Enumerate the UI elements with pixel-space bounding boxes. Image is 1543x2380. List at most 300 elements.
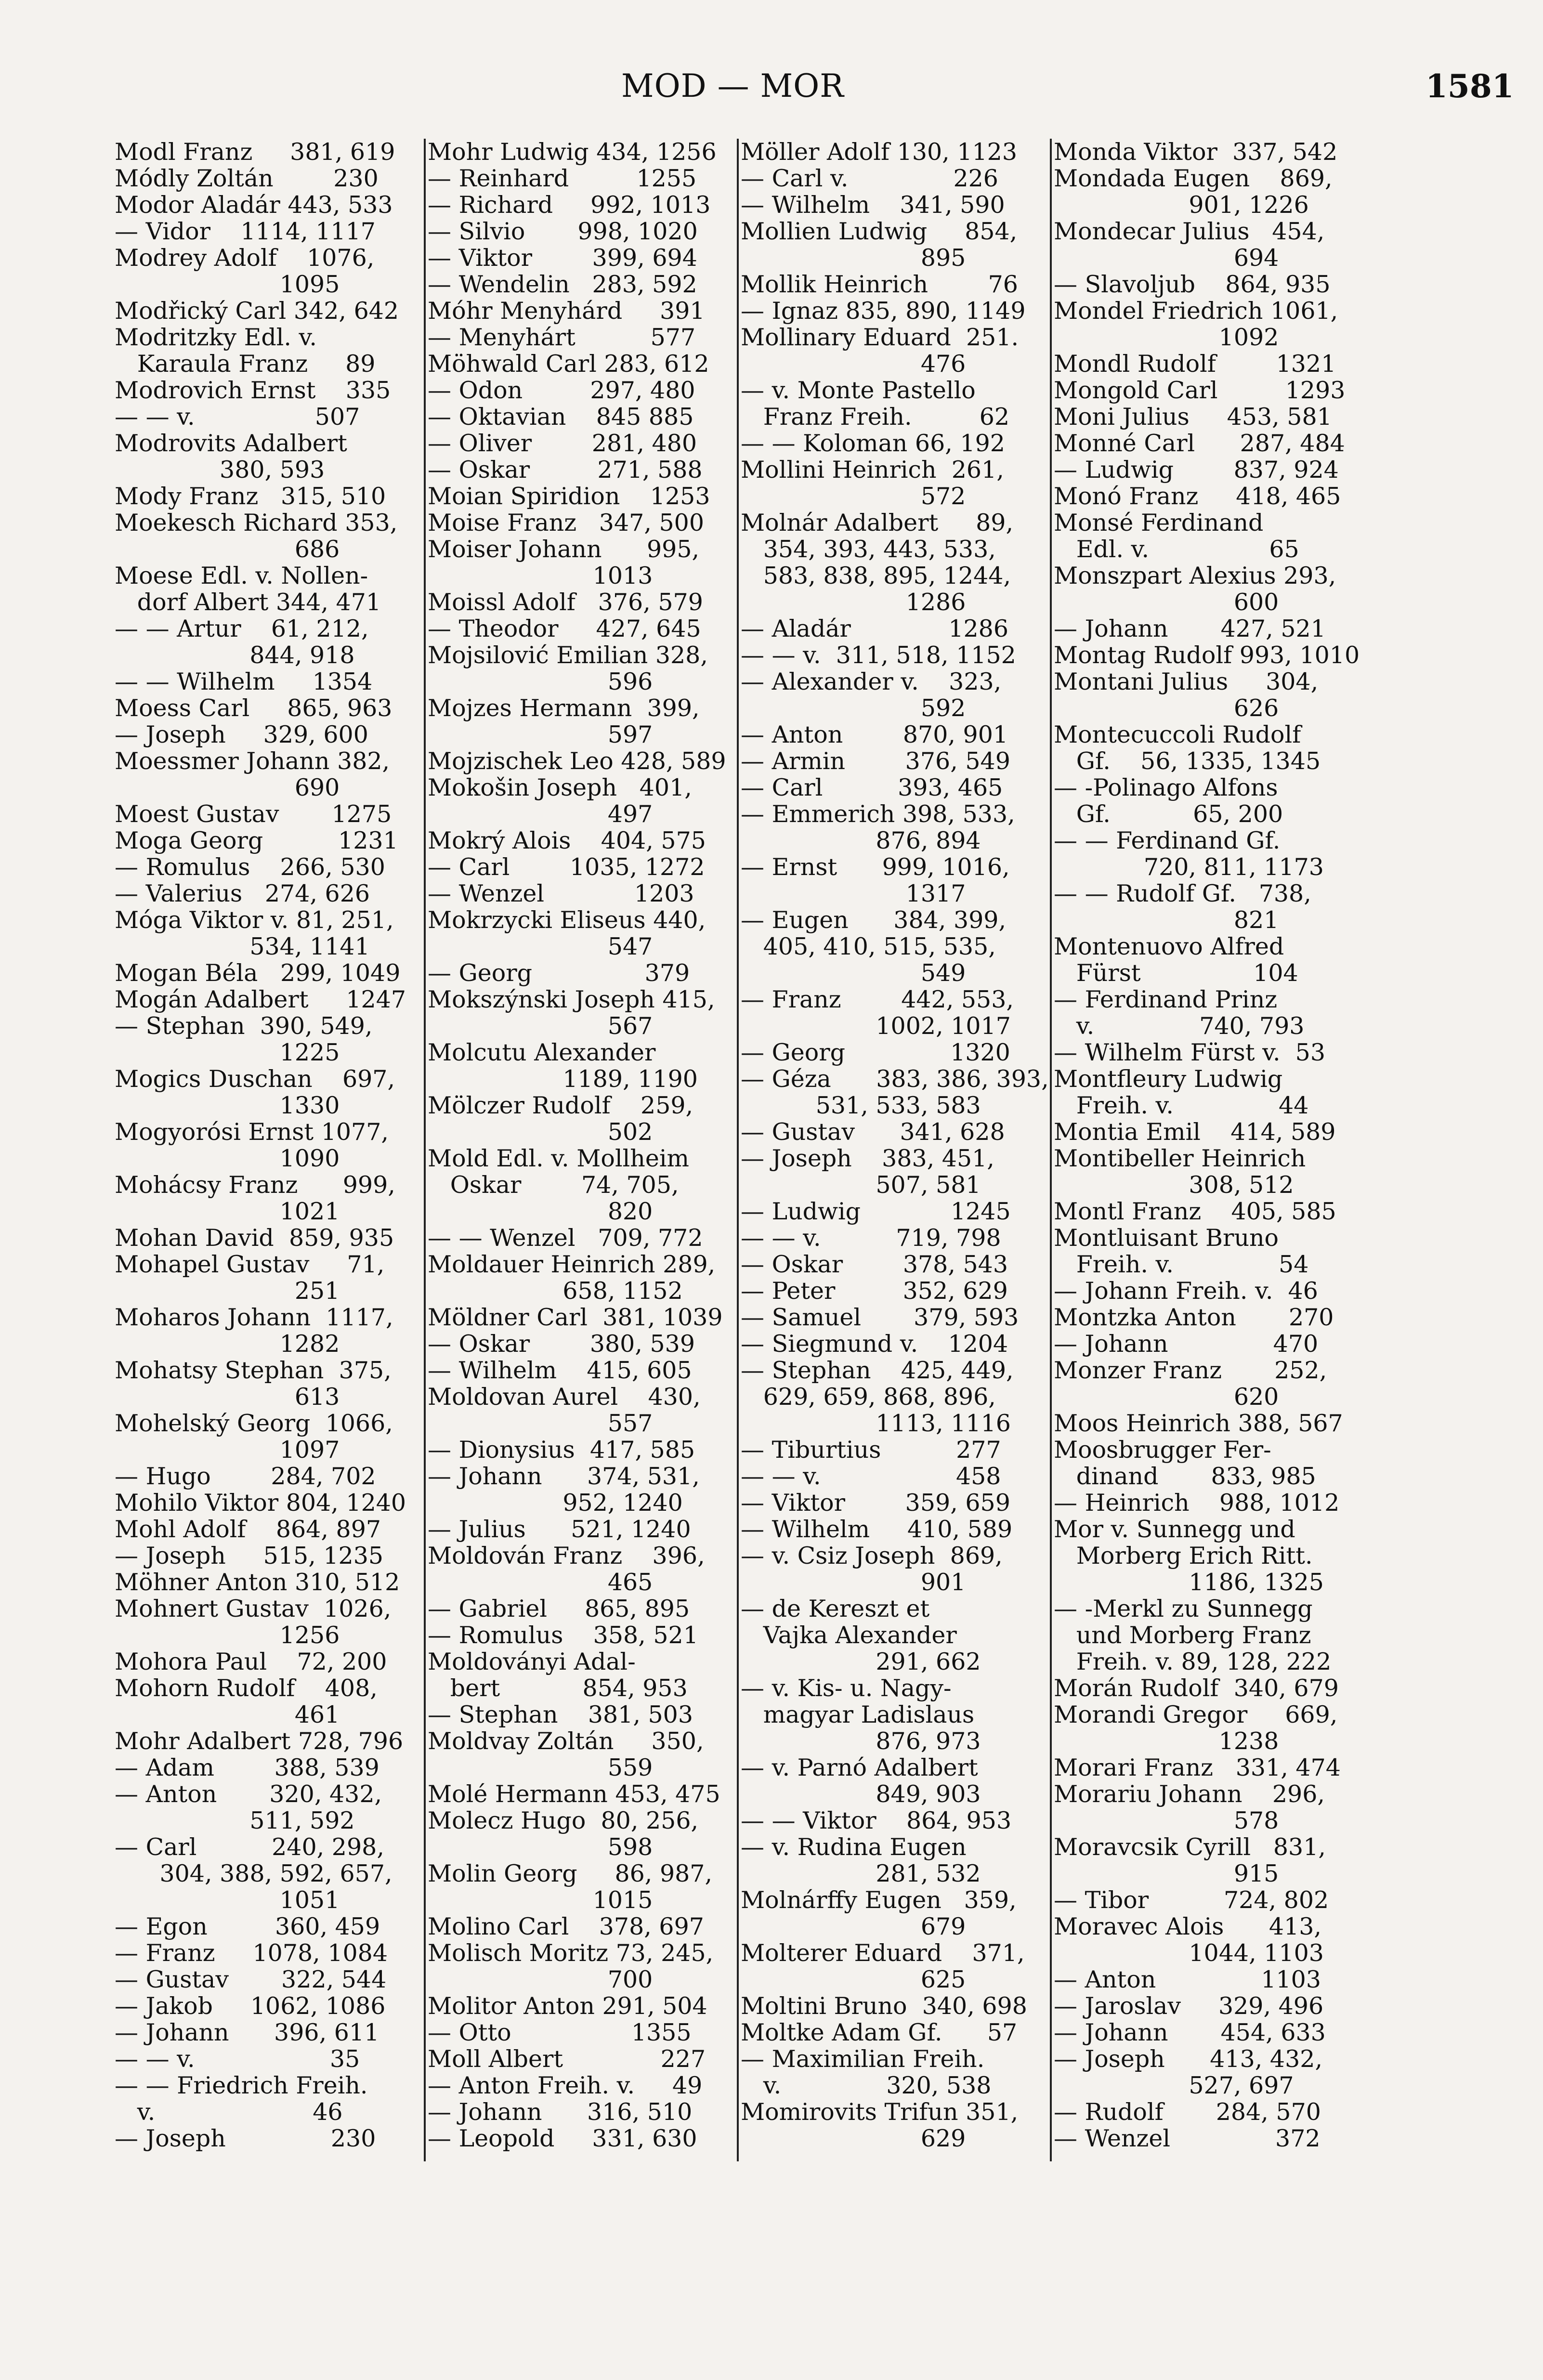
index-entry-line: Mohácsy Franz 999, — [115, 1171, 395, 1199]
index-entry-line: — Gustav 322, 544 — [115, 1966, 387, 1993]
index-entry-line: Móga Viktor v. 81, 251, — [115, 906, 394, 934]
index-entry-line: Moravcsik Cyrill 831, — [1054, 1833, 1326, 1861]
index-entry-line: 844, 918 — [115, 641, 355, 669]
index-entry-line: Morariu Johann 296, — [1054, 1780, 1325, 1808]
index-entry-line: Mogyorósi Ernst 1077, — [115, 1118, 389, 1146]
index-entry-line: — Valerius 274, 626 — [115, 880, 370, 907]
index-entry-line: v. 46 — [115, 2098, 343, 2126]
index-entry-line: 600 — [1054, 588, 1279, 616]
index-entry-line: Gf. 65, 200 — [1054, 800, 1283, 828]
index-entry-line: 598 — [428, 1833, 653, 1861]
index-entry-line: 1013 — [428, 562, 653, 589]
index-entry-line: — Georg 379 — [428, 959, 690, 987]
index-entry-line: Moga Georg 1231 — [115, 827, 398, 854]
index-entry-line: Monné Carl 287, 484 — [1054, 430, 1345, 457]
index-entry-line: — de Kereszt et — [741, 1595, 930, 1622]
index-entry-line: Monszpart Alexius 293, — [1054, 562, 1336, 589]
index-entry-line: — Wenzel 1203 — [428, 880, 694, 907]
index-entry-line: Mohatsy Stephan 375, — [115, 1357, 392, 1384]
index-entry-line: Freih. v. 54 — [1054, 1251, 1309, 1278]
index-entry-line: Vajka Alexander — [741, 1622, 957, 1649]
index-entry-line: Mogics Duschan 697, — [115, 1065, 395, 1093]
index-entry-line: — -Merkl zu Sunnegg — [1054, 1595, 1313, 1622]
index-entry-line: — Joseph 383, 451, — [741, 1145, 994, 1172]
index-entry-line: — Oskar 378, 543 — [741, 1251, 1008, 1278]
index-entry-line: Modrey Adolf 1076, — [115, 244, 375, 272]
index-entry-line: — Ignaz 835, 890, 1149 — [741, 297, 1026, 325]
index-entry-line: 1186, 1325 — [1054, 1569, 1324, 1596]
index-entry-line: Mollik Heinrich 76 — [741, 271, 1018, 298]
name-column-4 — [1054, 139, 1362, 2161]
index-entry-line: Moese Edl. v. Nollen- — [115, 562, 368, 589]
index-entry-line: — — v. 311, 518, 1152 — [741, 641, 1016, 669]
column-divider — [737, 139, 739, 2161]
index-entry-line: 1330 — [115, 1092, 340, 1119]
index-entry-line: Modrovich Ernst 335 — [115, 377, 391, 404]
index-entry-line: — Johann 427, 521 — [1054, 615, 1326, 642]
index-entry-line: — Reinhard 1255 — [428, 165, 697, 192]
index-entry-line: — Carl 240, 298, — [115, 1833, 384, 1861]
index-entry-line: Móhr Menyhárd 391 — [428, 297, 705, 325]
index-entry-line: 613 — [115, 1383, 340, 1411]
index-entry-line: 567 — [428, 1012, 653, 1040]
index-entry-line: — Siegmund v. 1204 — [741, 1330, 1008, 1358]
index-entry-line: Mohan David 859, 935 — [115, 1224, 394, 1252]
index-entry-line: 679 — [741, 1913, 966, 1940]
index-entry-line: — Johann 316, 510 — [428, 2098, 693, 2126]
index-entry-line: — Alexander v. 323, — [741, 668, 1002, 695]
index-entry-line: Mohelský Georg 1066, — [115, 1410, 393, 1437]
index-entry-line: Mohnert Gustav 1026, — [115, 1595, 392, 1622]
index-entry-line: 476 — [741, 350, 966, 378]
index-entry-line: Mollien Ludwig 854, — [741, 218, 1018, 245]
index-entry-line: — — Koloman 66, 192 — [741, 430, 1005, 457]
index-entry-line: 1113, 1116 — [741, 1410, 1011, 1437]
index-entry-line: — Wilhelm Fürst v. 53 — [1054, 1039, 1326, 1066]
index-entry-line: — -Polinago Alfons — [1054, 774, 1278, 801]
index-entry-line: — Stephan 381, 503 — [428, 1701, 693, 1728]
index-entry-line: 507, 581 — [741, 1171, 981, 1199]
index-entry-line: Moissl Adolf 376, 579 — [428, 588, 703, 616]
index-entry-line: Mokrý Alois 404, 575 — [428, 827, 706, 854]
index-entry-line: Moldovan Aurel 430, — [428, 1383, 701, 1411]
index-entry-line: 583, 838, 895, 1244, — [741, 562, 1011, 589]
index-entry-line: Moiser Johann 995, — [428, 536, 700, 563]
index-entry-line: Molnár Adalbert 89, — [741, 509, 1014, 536]
index-entry-line: — — Rudolf Gf. 738, — [1054, 880, 1311, 907]
index-entry-line: — Joseph 515, 1235 — [115, 1542, 384, 1569]
index-entry-line: Möhner Anton 310, 512 — [115, 1569, 400, 1596]
index-entry-line: — Viktor 399, 694 — [428, 244, 697, 272]
index-entry-line: — Tiburtius 277 — [741, 1436, 1001, 1464]
index-entry-line: — Johann Freih. v. 46 — [1054, 1277, 1318, 1305]
index-entry-line: — Richard 992, 1013 — [428, 191, 711, 219]
index-entry-line: — Viktor 359, 659 — [741, 1489, 1010, 1517]
index-entry-line: — Johann 374, 531, — [428, 1463, 700, 1490]
index-entry-line: Montl Franz 405, 585 — [1054, 1198, 1336, 1225]
index-entry-line: 820 — [428, 1198, 653, 1225]
index-entry-line: Morari Franz 331, 474 — [1054, 1754, 1341, 1781]
index-entry-line: Möhwald Carl 283, 612 — [428, 350, 709, 378]
index-entry-line: — Samuel 379, 593 — [741, 1304, 1019, 1331]
index-entry-line: Moosbrugger Fer- — [1054, 1436, 1271, 1464]
index-entry-line: Mondel Friedrich 1061, — [1054, 297, 1338, 325]
index-entry-line: — Wendelin 283, 592 — [428, 271, 697, 298]
name-column-3 — [741, 139, 1049, 2161]
index-entry-line: 304, 388, 592, 657, — [115, 1860, 392, 1887]
index-entry-line: Moest Gustav 1275 — [115, 800, 392, 828]
index-entry-line: Mojzes Hermann 399, — [428, 694, 700, 722]
index-entry-line: — Egon 360, 459 — [115, 1913, 380, 1940]
index-entry-line: Modl Franz 381, 619 — [115, 139, 395, 166]
index-entry-line: Mogán Adalbert 1247 — [115, 986, 406, 1013]
index-entry-line: Mohr Ludwig 434, 1256 — [428, 139, 717, 166]
index-entry-line: 354, 393, 443, 533, — [741, 536, 996, 563]
index-entry-line: 700 — [428, 1966, 653, 1993]
index-entry-line: Möller Adolf 130, 1123 — [741, 139, 1018, 166]
index-entry-line: und Morberg Franz — [1054, 1622, 1311, 1649]
index-entry-line: — Otto 1355 — [428, 2019, 692, 2046]
index-entry-line: Modritzky Edl. v. — [115, 324, 317, 351]
index-entry-line: 559 — [428, 1754, 653, 1781]
index-entry-line: — — v. 719, 798 — [741, 1224, 1001, 1252]
index-entry-line: — Wilhelm 410, 589 — [741, 1516, 1013, 1543]
index-entry-line: — v. Kis- u. Nagy- — [741, 1674, 952, 1702]
index-entry-line: 461 — [115, 1701, 340, 1728]
index-entry-line: — Anton 1103 — [1054, 1966, 1321, 1993]
index-entry-line: Molin Georg 86, 987, — [428, 1860, 713, 1887]
index-entry-line: Freih. v. 44 — [1054, 1092, 1309, 1119]
index-entry-line: — Romulus 358, 521 — [428, 1622, 698, 1649]
index-entry-line: Molnárffy Eugen 359, — [741, 1886, 1017, 1914]
index-entry-line: 620 — [1054, 1383, 1279, 1411]
index-entry-line: Mokošin Joseph 401, — [428, 774, 692, 801]
index-entry-line: 557 — [428, 1410, 653, 1437]
index-entry-line: — Stephan 425, 449, — [741, 1357, 1014, 1384]
index-entry-line: 690 — [115, 774, 340, 801]
index-entry-line: Mondecar Julius 454, — [1054, 218, 1325, 245]
index-entry-line: — Armin 376, 549 — [741, 747, 1010, 775]
index-entry-line: 629 — [741, 2125, 966, 2152]
index-entry-line: — Wilhelm 341, 590 — [741, 191, 1005, 219]
index-entry-line: Monda Viktor 337, 542 — [1054, 139, 1338, 166]
index-entry-line: 251 — [115, 1277, 340, 1305]
index-entry-line: 1090 — [115, 1145, 340, 1172]
index-entry-line: 720, 811, 1173 — [1054, 853, 1324, 881]
index-entry-line: 308, 512 — [1054, 1171, 1294, 1199]
index-entry-line: Modor Aladár 443, 533 — [115, 191, 393, 219]
index-entry-line: Moldvay Zoltán 350, — [428, 1727, 704, 1755]
index-entry-line: Morán Rudolf 340, 679 — [1054, 1674, 1339, 1702]
index-entry-line: — — v. 458 — [741, 1463, 1001, 1490]
index-entry-line: Moess Carl 865, 963 — [115, 694, 392, 722]
index-entry-line: — Romulus 266, 530 — [115, 853, 385, 881]
index-entry-line: 694 — [1054, 244, 1279, 272]
index-entry-line: 511, 592 — [115, 1807, 355, 1834]
index-entry-line: — — Artur 61, 212, — [115, 615, 369, 642]
index-entry-line: Mollinary Eduard 251. — [741, 324, 1019, 351]
index-entry-line: — Rudolf 284, 570 — [1054, 2098, 1321, 2126]
index-entry-line: — Jakob 1062, 1086 — [115, 1992, 386, 2020]
index-entry-line: Mohora Paul 72, 200 — [115, 1648, 387, 1675]
index-entry-line: Mojsilović Emilian 328, — [428, 641, 708, 669]
index-entry-line: — Oskar 271, 588 — [428, 456, 703, 484]
index-entry-line: — — Friedrich Freih. — [115, 2072, 368, 2099]
index-entry-line: Moltini Bruno 340, 698 — [741, 1992, 1027, 2020]
index-entry-line: Moessmer Johann 382, — [115, 747, 390, 775]
index-entry-line: Montecuccoli Rudolf — [1054, 721, 1301, 748]
index-entry-line: — Dionysius 417, 585 — [428, 1436, 695, 1464]
index-entry-line: — — v. 35 — [115, 2045, 360, 2073]
index-entry-line: 596 — [428, 668, 653, 695]
index-entry-line: Monzer Franz 252, — [1054, 1357, 1327, 1384]
index-entry-line: Moharos Johann 1117, — [115, 1304, 393, 1331]
index-entry-line: — Vidor 1114, 1117 — [115, 218, 376, 245]
index-entry-line: — — v. 507 — [115, 403, 360, 431]
index-entry-line: Mokszýnski Joseph 415, — [428, 986, 715, 1013]
index-entry-line: Karaula Franz 89 — [115, 350, 376, 378]
index-entry-line: 625 — [741, 1966, 966, 1993]
column-divider — [424, 139, 426, 2161]
index-entry-line: 547 — [428, 933, 653, 960]
index-entry-line: 527, 697 — [1054, 2072, 1294, 2099]
index-entry-line: 629, 659, 868, 896, — [741, 1383, 996, 1411]
index-entry-line: — Ferdinand Prinz — [1054, 986, 1278, 1013]
index-entry-line: — Johann 470 — [1054, 1330, 1319, 1358]
index-entry-line: — — Viktor 864, 953 — [741, 1807, 1012, 1834]
index-entry-line: Montani Julius 304, — [1054, 668, 1319, 695]
index-entry-line: 876, 894 — [741, 827, 981, 854]
index-entry-line: 1225 — [115, 1039, 340, 1066]
index-entry-line: — Georg 1320 — [741, 1039, 1010, 1066]
index-entry-line: — Ernst 999, 1016, — [741, 853, 1010, 881]
index-entry-line: 1286 — [741, 588, 966, 616]
index-entry-line: Moldauer Heinrich 289, — [428, 1251, 716, 1278]
index-entry-line: Moni Julius 453, 581 — [1054, 403, 1332, 431]
index-entry-line: — Emmerich 398, 533, — [741, 800, 1015, 828]
index-entry-line: Oskar 74, 705, — [428, 1171, 679, 1199]
index-entry-line: — — Ferdinand Gf. — [1054, 827, 1281, 854]
index-entry-line: Moise Franz 347, 500 — [428, 509, 705, 536]
index-entry-line: Freih. v. 89, 128, 222 — [1054, 1648, 1332, 1675]
index-entry-line: — Aladár 1286 — [741, 615, 1009, 642]
index-entry-line: 915 — [1054, 1860, 1279, 1887]
index-entry-line: — Silvio 998, 1020 — [428, 218, 698, 245]
index-entry-line: 1015 — [428, 1886, 653, 1914]
index-entry-line: — v. Csiz Joseph 869, — [741, 1542, 1003, 1569]
index-entry-line: 502 — [428, 1118, 653, 1146]
index-entry-line: — Heinrich 988, 1012 — [1054, 1489, 1340, 1517]
index-entry-line: dorf Albert 344, 471 — [115, 588, 381, 616]
index-entry-line: — — Wenzel 709, 772 — [428, 1224, 703, 1252]
index-entry-line: — Peter 352, 629 — [741, 1277, 1008, 1305]
index-entry-line: — v. Parnó Adalbert — [741, 1754, 978, 1781]
index-entry-line: Morandi Gregor 669, — [1054, 1701, 1338, 1728]
index-entry-line: 281, 532 — [741, 1860, 981, 1887]
index-entry-line: — Odon 297, 480 — [428, 377, 695, 404]
index-entry-line: — v. Rudina Eugen — [741, 1833, 967, 1861]
index-entry-line: — v. Monte Pastello — [741, 377, 976, 404]
index-entry-line: 291, 662 — [741, 1648, 981, 1675]
index-entry-line: 549 — [741, 959, 966, 987]
index-entry-line: 531, 533, 583 — [741, 1092, 981, 1119]
index-entry-line: — Oktavian 845 885 — [428, 403, 694, 431]
page-number: 1581 — [1425, 67, 1514, 105]
index-entry-line: — Eugen 384, 399, — [741, 906, 1007, 934]
index-entry-line: Montenuovo Alfred — [1054, 933, 1284, 960]
index-entry-line: 1044, 1103 — [1054, 1939, 1324, 1967]
index-entry-line: Moll Albert 227 — [428, 2045, 706, 2073]
running-title: MOD — MOR — [621, 67, 844, 105]
index-entry-line: — Johann 454, 633 — [1054, 2019, 1326, 2046]
index-entry-line: 821 — [1054, 906, 1279, 934]
index-entry-line: dinand 833, 985 — [1054, 1463, 1316, 1490]
index-entry-line: Mondada Eugen 869, — [1054, 165, 1333, 192]
index-entry-line: — Franz 1078, 1084 — [115, 1939, 388, 1967]
index-entry-line: Monsé Ferdinand — [1054, 509, 1264, 536]
index-entry-line: Gf. 56, 1335, 1345 — [1054, 747, 1321, 775]
index-entry-line: Mohl Adolf 864, 897 — [115, 1516, 381, 1543]
index-entry-line: Moos Heinrich 388, 567 — [1054, 1410, 1343, 1437]
index-entry-line: Fürst 104 — [1054, 959, 1298, 987]
index-entry-line: 1256 — [115, 1622, 340, 1649]
index-entry-line: Molino Carl 378, 697 — [428, 1913, 704, 1940]
index-entry-line: — Joseph 329, 600 — [115, 721, 368, 748]
index-entry-line: — Gabriel 865, 895 — [428, 1595, 690, 1622]
index-entry-line: 1092 — [1054, 324, 1279, 351]
index-entry-line: Mokrzycki Eliseus 440, — [428, 906, 706, 934]
index-entry-line: — Julius 521, 1240 — [428, 1516, 691, 1543]
index-entry-line: Edl. v. 65 — [1054, 536, 1299, 563]
index-entry-line: Mollini Heinrich 261, — [741, 456, 1004, 484]
index-entry-line: Möldner Carl 381, 1039 — [428, 1304, 723, 1331]
index-entry-line: Moltke Adam Gf. 57 — [741, 2019, 1018, 2046]
index-entry-line: Mojzischek Leo 428, 589 — [428, 747, 726, 775]
index-entry-line: Monó Franz 418, 465 — [1054, 483, 1341, 510]
index-entry-line: Montag Rudolf 993, 1010 — [1054, 641, 1360, 669]
index-entry-line: magyar Ladislaus — [741, 1701, 975, 1728]
index-entry-line: 1002, 1017 — [741, 1012, 1011, 1040]
index-entry-line: — Stephan 390, 549, — [115, 1012, 373, 1040]
index-entry-line: Morberg Erich Ritt. — [1054, 1542, 1313, 1569]
index-entry-line: Modřický Carl 342, 642 — [115, 297, 399, 325]
index-entry-line: — Carl 1035, 1272 — [428, 853, 705, 881]
index-entry-line: Mody Franz 315, 510 — [115, 483, 386, 510]
index-entry-line: 901 — [741, 1569, 966, 1596]
index-entry-line: — — Wilhelm 1354 — [115, 668, 373, 695]
index-entry-line: Molitor Anton 291, 504 — [428, 1992, 707, 2020]
index-entry-line: 380, 593 — [115, 456, 325, 484]
index-entry-line: — Adam 388, 539 — [115, 1754, 379, 1781]
index-entry-line: Mohilo Viktor 804, 1240 — [115, 1489, 406, 1517]
index-entry-line: Mongold Carl 1293 — [1054, 377, 1346, 404]
index-entry-line: — Jaroslav 329, 496 — [1054, 1992, 1324, 2020]
index-entry-line: 658, 1152 — [428, 1277, 683, 1305]
index-entry-line: Modrovits Adalbert — [115, 430, 347, 457]
index-entry-line: 1189, 1190 — [428, 1065, 698, 1093]
column-divider — [1050, 139, 1052, 2161]
index-entry-line: — Slavoljub 864, 935 — [1054, 271, 1331, 298]
index-entry-line: 572 — [741, 483, 966, 510]
index-entry-line: — Joseph 413, 432, — [1054, 2045, 1323, 2073]
index-entry-line: Moekesch Richard 353, — [115, 509, 398, 536]
index-entry-line: — Oskar 380, 539 — [428, 1330, 695, 1358]
index-entry-line: 1282 — [115, 1330, 340, 1358]
index-entry-line: 686 — [115, 536, 340, 563]
index-entry-line: — Géza 383, 386, 393, — [741, 1065, 1049, 1093]
index-entry-line: 1238 — [1054, 1727, 1279, 1755]
index-entry-line: Molé Hermann 453, 475 — [428, 1780, 720, 1808]
index-entry-line: 465 — [428, 1569, 653, 1596]
index-entry-line: Molisch Moritz 73, 245, — [428, 1939, 714, 1967]
index-entry-line: v. 740, 793 — [1054, 1012, 1305, 1040]
index-entry-line: Mogan Béla 299, 1049 — [115, 959, 401, 987]
name-column-1 — [115, 139, 423, 2161]
index-entry-line: 578 — [1054, 1807, 1279, 1834]
index-entry-line: — Hugo 284, 702 — [115, 1463, 376, 1490]
index-entry-line: bert 854, 953 — [428, 1674, 688, 1702]
index-entry-line: Molterer Eduard 371, — [741, 1939, 1025, 1967]
index-entry-line: — Gustav 341, 628 — [741, 1118, 1005, 1146]
index-entry-line: 626 — [1054, 694, 1279, 722]
index-entry-line: Montfleury Ludwig — [1054, 1065, 1283, 1093]
index-entry-line: Mondl Rudolf 1321 — [1054, 350, 1336, 378]
index-entry-line: Franz Freih. 62 — [741, 403, 1010, 431]
index-entry-line: 895 — [741, 244, 966, 272]
index-entry-line: Módly Zoltán 230 — [115, 165, 379, 192]
index-entry-line: 1021 — [115, 1198, 340, 1225]
index-entry-line: Mohapel Gustav 71, — [115, 1251, 385, 1278]
index-entry-line: — Maximilian Freih. — [741, 2045, 985, 2073]
index-entry-line: — Johann 396, 611 — [115, 2019, 379, 2046]
index-entry-line: Molcutu Alexander — [428, 1039, 656, 1066]
index-entry-line: 876, 973 — [741, 1727, 981, 1755]
page-header — [0, 67, 1543, 111]
index-entry-line: 497 — [428, 800, 653, 828]
index-entry-line: — Carl 393, 465 — [741, 774, 1003, 801]
index-entry-line: Moian Spiridion 1253 — [428, 483, 710, 510]
index-entry-line: 592 — [741, 694, 966, 722]
index-entry-line: Mölczer Rudolf 259, — [428, 1092, 693, 1119]
index-entry-line: Momirovits Trifun 351, — [741, 2098, 1019, 2126]
index-entry-line: Mohr Adalbert 728, 796 — [115, 1727, 404, 1755]
index-entry-line: Montluisant Bruno — [1054, 1224, 1279, 1252]
index-entry-line: — Wilhelm 415, 605 — [428, 1357, 692, 1384]
index-entry-line: Montibeller Heinrich — [1054, 1145, 1306, 1172]
index-entry-line: — Tibor 724, 802 — [1054, 1886, 1329, 1914]
index-entry-line: — Ludwig 1245 — [741, 1198, 1011, 1225]
index-entry-line: — Anton 320, 432, — [115, 1780, 382, 1808]
index-entry-line: 849, 903 — [741, 1780, 981, 1808]
index-entry-line: Molecz Hugo 80, 256, — [428, 1807, 699, 1834]
index-entry-line: — Carl v. 226 — [741, 165, 998, 192]
index-entry-line: — Menyhárt 577 — [428, 324, 696, 351]
index-entry-line: — Anton 870, 901 — [741, 721, 1008, 748]
index-entry-line: 1095 — [115, 271, 340, 298]
index-entry-line: v. 320, 538 — [741, 2072, 992, 2099]
index-entry-line: Moldován Franz 396, — [428, 1542, 705, 1569]
index-entry-line: — Theodor 427, 645 — [428, 615, 701, 642]
index-entry-line: — Joseph 230 — [115, 2125, 376, 2152]
index-entry-line: Mor v. Sunnegg und — [1054, 1516, 1295, 1543]
index-entry-line: 534, 1141 — [115, 933, 370, 960]
index-entry-line: 1051 — [115, 1886, 340, 1914]
index-entry-line: Mold Edl. v. Mollheim — [428, 1145, 689, 1172]
index-entry-line: Moravec Alois 413, — [1054, 1913, 1321, 1940]
index-entry-line: Moldoványi Adal- — [428, 1648, 636, 1675]
index-entry-line: Montia Emil 414, 589 — [1054, 1118, 1336, 1146]
index-entry-line: — Wenzel 372 — [1054, 2125, 1321, 2152]
